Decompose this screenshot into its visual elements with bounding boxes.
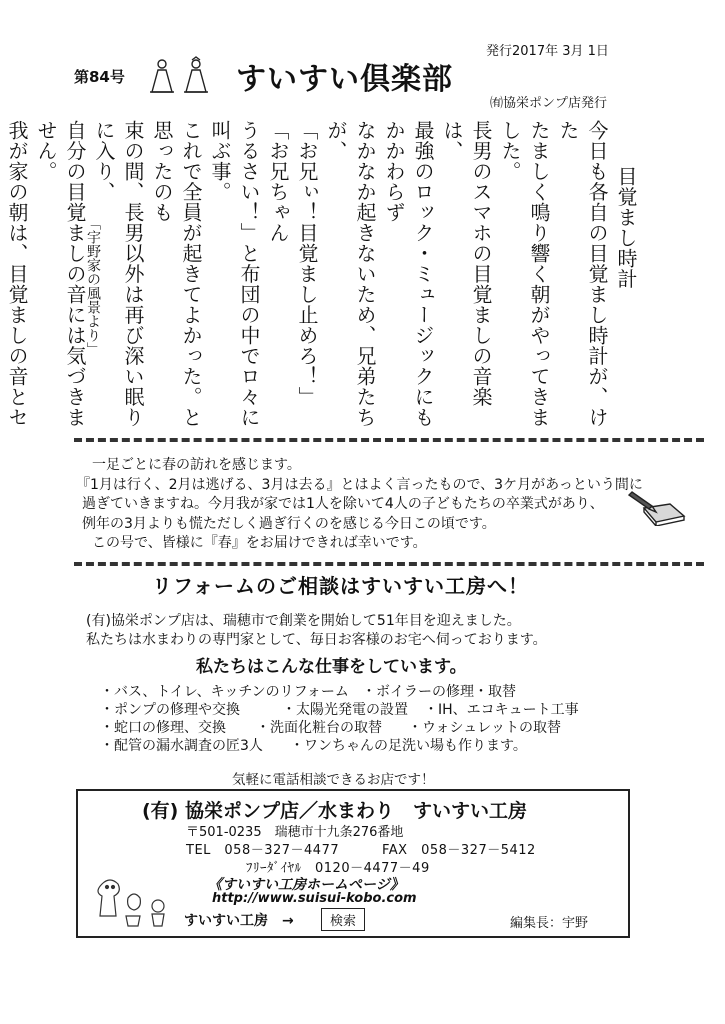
services-row xyxy=(100,683,579,701)
service-item: ・ウォシュレットの取替 xyxy=(408,720,562,736)
essay-column: これで全員が起きてよかった。と思ったのも xyxy=(150,120,203,428)
issue-date: 発行2017年 3月 1日 xyxy=(486,44,609,59)
homepage-label: 《すいすい工房ホームページ》 xyxy=(208,877,404,893)
essay-column: 「お兄ぃ！目覚まし止めろ！」「お兄ちゃん xyxy=(266,120,319,407)
greeting-line: 『1月は行く、2月は逃げる、3月は去る』とはよく言ったもので、3ケ月があっという間に xyxy=(76,476,643,493)
essay-column: 今日も各自の目覚まし時計が、けた xyxy=(556,120,609,428)
essay-column: うるさい！」と布団の中でロ々に叫ぶ事。 xyxy=(208,120,261,428)
greeting-line: 一足ごとに春の訪れを感じます。 xyxy=(92,457,301,473)
greeting-line: 例年の3月よりも慌ただしく過ぎ行くのを感じる今日この頃です。 xyxy=(82,515,496,532)
fax-number: FAX 058－327－5412 xyxy=(382,843,536,858)
mascot-illustration xyxy=(88,876,178,932)
section-divider xyxy=(74,562,704,566)
greeting-section xyxy=(76,456,643,554)
essay-column: 束の間、長男以外は再び深い眠りに入り、 xyxy=(92,120,145,428)
intro-line: (有)協栄ポンプ店は、瑞穂市で創業を開始して51年目を迎えました。 xyxy=(86,613,521,629)
essay-column: 長男のスマホの目覚ましの音楽は、 xyxy=(440,120,493,407)
service-item: ・ワンちゃんの足洗い場も作ります。 xyxy=(290,738,527,754)
service-item: ・太陽光発電の設置 xyxy=(282,702,408,718)
phone-number[interactable]: TEL 058－327－4477 xyxy=(186,843,340,858)
reform-title: リフォームのご相談はすいすい工房へ！ xyxy=(152,574,529,598)
publisher: ㈲協栄ポンプ店発行 xyxy=(490,96,608,111)
essay-caption: 「宇野家の風景より」 xyxy=(85,216,101,356)
service-item: ・バス、トイレ、キッチンのリフォーム xyxy=(100,684,349,700)
essay-column: 最強のロック・ミュージックにもかかわらず xyxy=(382,120,435,428)
essay-title: 目覚まし時計 xyxy=(614,166,638,289)
essay-column: 我が家の朝は、目覚ましの音とセ xyxy=(5,120,29,428)
company-intro xyxy=(86,612,547,650)
section-divider xyxy=(74,438,704,442)
editor-credit: 編集長：宇野 xyxy=(510,916,589,931)
services-row xyxy=(100,701,579,719)
work-title: 私たちはこんな仕事をしています。 xyxy=(196,657,467,677)
service-item: ・配管の漏水調査の匠3人 xyxy=(100,738,263,754)
site-search-label: すいすい工房 → xyxy=(184,913,294,929)
search-button[interactable]: 検索 xyxy=(321,908,365,931)
services-row xyxy=(100,719,579,737)
free-dial[interactable]: ﾌﾘｰﾀﾞｲﾔﾙ 0120－4477－49 xyxy=(246,861,430,876)
call-invitation: 気軽に電話相談できるお店です！ xyxy=(232,772,435,788)
essay-column: なかなか起きないため、兄弟たちが、 xyxy=(324,120,377,428)
services-row xyxy=(100,737,579,755)
essay-column: たましく鳴り響く朝がやってきました。 xyxy=(498,120,551,428)
services-list xyxy=(100,683,579,755)
service-item: ・IH、エコキュート工事 xyxy=(424,702,579,718)
service-item: ・洗面化粧台の取替 xyxy=(256,720,382,736)
company-name: (有) 協栄ポンプ店／水まわり すいすい工房 xyxy=(142,800,527,822)
homepage-url[interactable]: http://www.suisui-kobo.com xyxy=(212,891,417,906)
service-item: ・蛇口の修理、交換 xyxy=(100,720,226,736)
newsletter-title: すいすい倶楽部 xyxy=(236,62,453,97)
address: 〒501-0235 瑞穂市十九条276番地 xyxy=(186,825,404,840)
hina-dolls-illustration xyxy=(140,56,220,94)
greeting-line: 過ぎていきますね。今月我が家では1人を除いて4人の子どもたちの卒業式があり、 xyxy=(82,496,604,512)
intro-line: 私たちは水まわりの専門家として、毎日お客様のお宅へ伺っております。 xyxy=(86,632,547,648)
service-item: ・ボイラーの修理・取替 xyxy=(362,684,516,700)
essay-column: 自分の目覚ましの音には気づきません。 xyxy=(34,120,87,428)
issue-number: 第84号 xyxy=(74,68,125,86)
service-item: ・ポンプの修理や交換 xyxy=(100,702,240,718)
pen-and-notebook-icon xyxy=(626,486,688,526)
greeting-line: この号で、皆様に『春』をお届けできれば幸いです。 xyxy=(92,535,427,551)
